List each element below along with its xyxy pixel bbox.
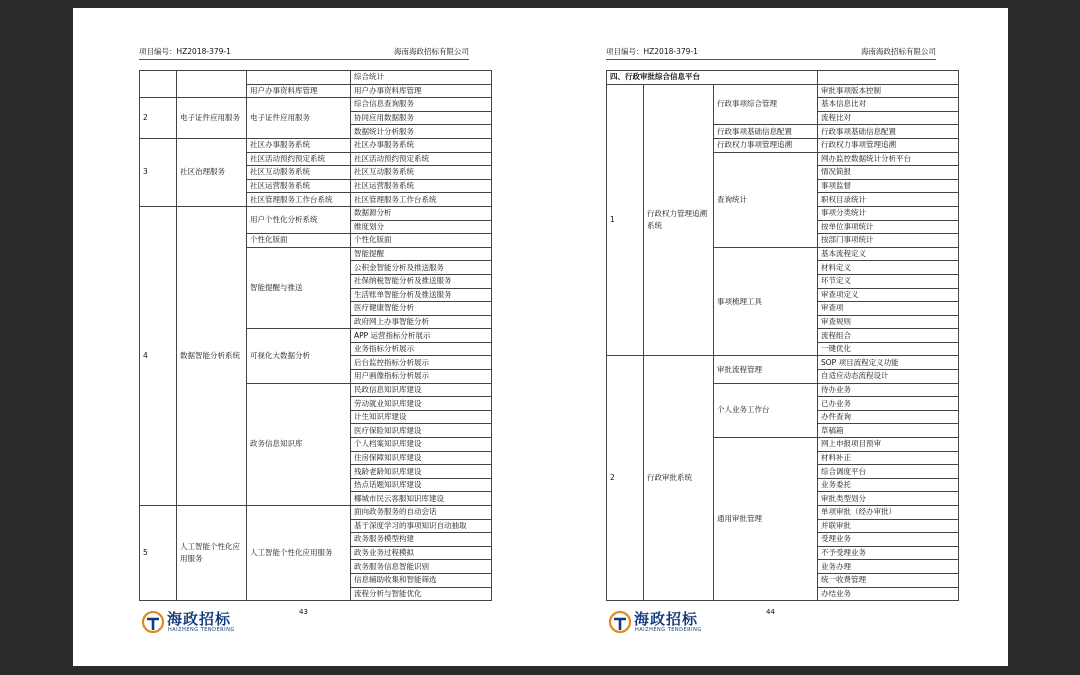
function-module: 个性化版面 xyxy=(247,234,351,248)
sub-item: 受理业务 xyxy=(818,533,959,547)
sub-item: 椰城市民云客服知识库建设 xyxy=(351,492,492,506)
row-number: 3 xyxy=(140,138,177,206)
sub-item: 个人档案知识库建设 xyxy=(351,438,492,452)
function-module: 用户个性化分析系统 xyxy=(247,206,351,233)
sub-item: 按单位事项统计 xyxy=(818,220,959,234)
sub-item: SOP 项目流程定义功能 xyxy=(818,356,959,370)
sub-item: 信息辅助收集和智能筛选 xyxy=(351,573,492,587)
sub-item: 综合调度平台 xyxy=(818,465,959,479)
section-title: 四、行政审批综合信息平台 xyxy=(607,71,818,85)
document-sheet xyxy=(73,8,1008,666)
function-module: 个人业务工作台 xyxy=(714,383,818,437)
system-name: 社区治理服务 xyxy=(177,138,247,206)
table-row xyxy=(140,506,492,520)
company-logo xyxy=(606,610,746,636)
page-number: 43 xyxy=(299,608,308,616)
service-table xyxy=(139,70,492,601)
sub-item: 医疗健康智能分析 xyxy=(351,302,492,316)
sub-item: 审批类型划分 xyxy=(818,492,959,506)
sub-item: 已办业务 xyxy=(818,397,959,411)
system-name: 数据智能分析系统 xyxy=(177,206,247,505)
sub-item: 待办业务 xyxy=(818,383,959,397)
row-number: 5 xyxy=(140,506,177,601)
table-row xyxy=(140,206,492,220)
table-row xyxy=(140,71,492,85)
company-name: 海南海政招标有限公司 xyxy=(861,47,936,56)
page-number: 44 xyxy=(766,608,775,616)
function-module: 用户办事资料库管理 xyxy=(247,84,351,98)
system-name: 行政审批系统 xyxy=(644,356,714,601)
logo-english-text: HAIZHENG TENDERING xyxy=(635,627,702,633)
cell-empty xyxy=(247,71,351,85)
project-number: 项目编号：HZ2018-379-1 xyxy=(139,47,231,56)
sub-item: 后台监控指标分析展示 xyxy=(351,356,492,370)
sub-item: 办件查询 xyxy=(818,410,959,424)
sub-item: 数据统计分析服务 xyxy=(351,125,492,139)
page-43 xyxy=(139,16,559,666)
function-module: 行政事项综合管理 xyxy=(714,84,818,125)
sub-item: 数据源分析 xyxy=(351,206,492,220)
sub-item: 政务服务信息智能识别 xyxy=(351,560,492,574)
page-header xyxy=(606,46,936,60)
function-module: 智能提醒与推送 xyxy=(247,247,351,329)
table-row xyxy=(607,356,959,370)
function-module: 行政权力事项管理追溯 xyxy=(714,138,818,152)
row-number: 4 xyxy=(140,206,177,505)
table-row xyxy=(140,98,492,112)
sub-item: 情况简报 xyxy=(818,166,959,180)
sub-item: 综合信息查询服务 xyxy=(351,98,492,112)
sub-item: 自适应动态流程设计 xyxy=(818,370,959,384)
sub-item: 业务委托 xyxy=(818,478,959,492)
sub-item: 残龄老龄知识库建设 xyxy=(351,465,492,479)
table-row xyxy=(607,84,959,98)
function-module: 查询统计 xyxy=(714,152,818,247)
system-name: 行政权力管理追溯系统 xyxy=(644,84,714,356)
sub-item: 并联审批 xyxy=(818,519,959,533)
sub-item: 流程组合 xyxy=(818,329,959,343)
function-module: 通用审批管理 xyxy=(714,438,818,601)
system-name: 人工智能个性化应用服务 xyxy=(177,506,247,601)
sub-item: 办结业务 xyxy=(818,587,959,601)
sub-item: 住房保障知识库建设 xyxy=(351,451,492,465)
sub-item: 事项监督 xyxy=(818,179,959,193)
sub-item: 行政权力事项管理追溯 xyxy=(818,138,959,152)
sub-item: 用户画像指标分析展示 xyxy=(351,370,492,384)
logo-english-text: HAIZHENG TENDERING xyxy=(168,627,235,633)
sub-item: 职权目录统计 xyxy=(818,193,959,207)
sub-item: 业务办理 xyxy=(818,560,959,574)
company-logo xyxy=(139,610,279,636)
cell-empty xyxy=(177,71,247,98)
logo-mark-icon xyxy=(608,610,632,634)
sub-item: 材料补正 xyxy=(818,451,959,465)
sub-item: 社区运营服务系统 xyxy=(351,179,492,193)
logo-chinese-text: 海政招标 xyxy=(634,610,699,628)
sub-item: 业务指标分析展示 xyxy=(351,342,492,356)
table-row xyxy=(607,71,959,85)
sub-item: 社区管理服务工作台系统 xyxy=(351,193,492,207)
table-row xyxy=(140,138,492,152)
function-module: 可视化大数据分析 xyxy=(247,329,351,383)
sub-item: 基本流程定义 xyxy=(818,247,959,261)
sub-item: 网办监控数据统计分析平台 xyxy=(818,152,959,166)
row-number: 2 xyxy=(607,356,644,601)
sub-item: 社区活动预约预定系统 xyxy=(351,152,492,166)
sub-item: 按部门事项统计 xyxy=(818,234,959,248)
sub-item: 热点话题知识库建设 xyxy=(351,478,492,492)
sub-item: 社区办事服务系统 xyxy=(351,138,492,152)
sub-item: 事项分类统计 xyxy=(818,206,959,220)
function-module: 行政事项基础信息配置 xyxy=(714,125,818,139)
sub-item: 审查项定义 xyxy=(818,288,959,302)
page-44 xyxy=(606,16,1026,666)
system-name: 电子证件应用服务 xyxy=(177,98,247,139)
sub-item: 审查规则 xyxy=(818,315,959,329)
sub-item: 劳动就业知识库建设 xyxy=(351,397,492,411)
function-module: 社区互动服务系统 xyxy=(247,166,351,180)
function-module: 审批流程管理 xyxy=(714,356,818,383)
sub-item: 环节定义 xyxy=(818,274,959,288)
company-name: 海南海政招标有限公司 xyxy=(394,47,469,56)
sub-item: 个性化版面 xyxy=(351,234,492,248)
sub-item: 政务业务过程模拟 xyxy=(351,546,492,560)
sub-item: 基于深度学习的事项知识自动抽取 xyxy=(351,519,492,533)
sub-item: 行政事项基础信息配置 xyxy=(818,125,959,139)
sub-item: 网上申报项目预审 xyxy=(818,438,959,452)
sub-item: 用户办事资料库管理 xyxy=(351,84,492,98)
function-module: 电子证件应用服务 xyxy=(247,98,351,139)
function-module: 社区管理服务工作台系统 xyxy=(247,193,351,207)
sub-item: 公积金智能分析及推送服务 xyxy=(351,261,492,275)
sub-item: 政府网上办事智能分析 xyxy=(351,315,492,329)
sub-item: 社区互动服务系统 xyxy=(351,166,492,180)
sub-item: 生活账单智能分析及推送服务 xyxy=(351,288,492,302)
sub-item: 计生知识库建设 xyxy=(351,410,492,424)
logo-chinese-text: 海政招标 xyxy=(167,610,232,628)
sub-item: 审批事项版本控制 xyxy=(818,84,959,98)
sub-item: 统一收费管理 xyxy=(818,573,959,587)
sub-item: 流程比对 xyxy=(818,111,959,125)
service-table xyxy=(606,70,959,601)
sub-item: 社保纳税智能分析及推送服务 xyxy=(351,274,492,288)
sub-item: 不予受理业务 xyxy=(818,546,959,560)
logo-mark-icon xyxy=(141,610,165,634)
sub-item: 一键优化 xyxy=(818,342,959,356)
function-module: 社区运营服务系统 xyxy=(247,179,351,193)
sub-item: 协同应用数据服务 xyxy=(351,111,492,125)
sub-item: 维度划分 xyxy=(351,220,492,234)
cell-empty xyxy=(140,71,177,98)
sub-item: 医疗保险知识库建设 xyxy=(351,424,492,438)
function-module: 政务信息知识库 xyxy=(247,383,351,505)
sub-item: 综合统计 xyxy=(351,71,492,85)
sub-item: 基本信息比对 xyxy=(818,98,959,112)
function-module: 人工智能个性化应用服务 xyxy=(247,506,351,601)
sub-item: APP 运营指标分析展示 xyxy=(351,329,492,343)
sub-item: 流程分析与智能优化 xyxy=(351,587,492,601)
sub-item: 政务服务模型构建 xyxy=(351,533,492,547)
sub-item: 审查项 xyxy=(818,302,959,316)
sub-item: 民政信息知识库建设 xyxy=(351,383,492,397)
cell-empty xyxy=(818,71,959,85)
sub-item: 智能提醒 xyxy=(351,247,492,261)
function-module: 社区活动预约预定系统 xyxy=(247,152,351,166)
sub-item: 单项审批（经办审批） xyxy=(818,506,959,520)
function-module: 社区办事服务系统 xyxy=(247,138,351,152)
page-header xyxy=(139,46,469,60)
sub-item: 材料定义 xyxy=(818,261,959,275)
function-module: 事项梳理工具 xyxy=(714,247,818,356)
project-number: 项目编号：HZ2018-379-1 xyxy=(606,47,698,56)
sub-item: 草稿箱 xyxy=(818,424,959,438)
row-number: 1 xyxy=(607,84,644,356)
sub-item: 面向政务服务的自动会话 xyxy=(351,506,492,520)
row-number: 2 xyxy=(140,98,177,139)
